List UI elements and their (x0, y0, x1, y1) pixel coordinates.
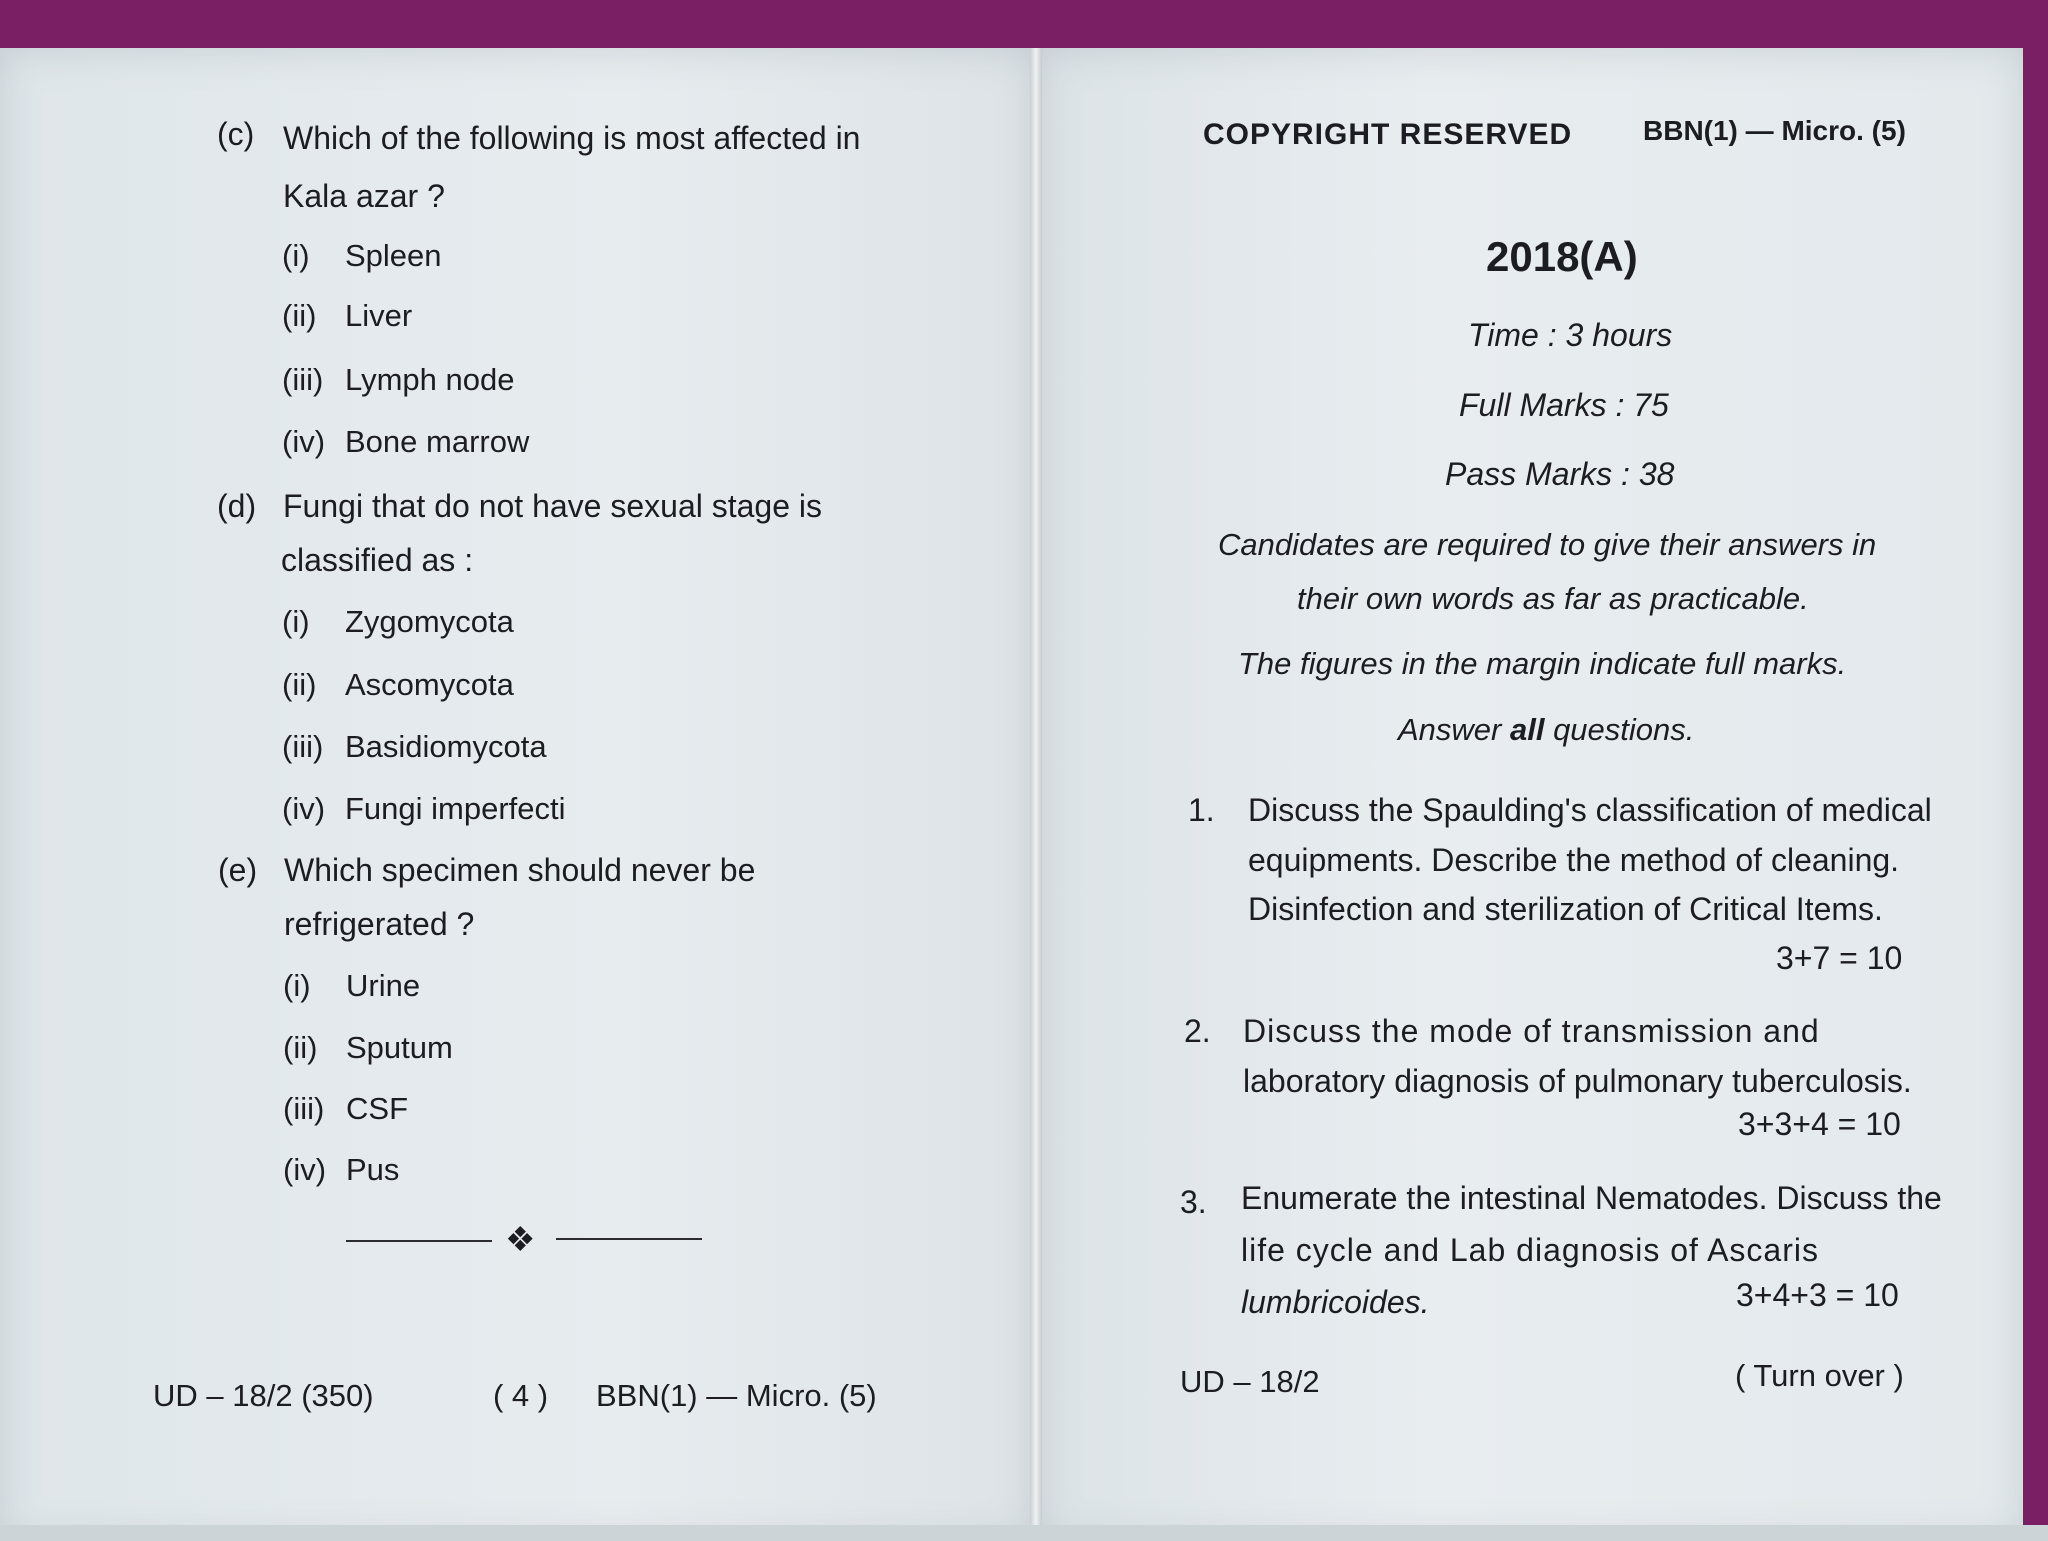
question-number: 2. (1184, 1013, 1211, 1049)
question-text: Discuss the mode of transmission and (1243, 1013, 1820, 1049)
divider-line (556, 1238, 702, 1240)
option-text: Liver (345, 298, 413, 333)
question-label: (c) (217, 116, 255, 152)
instructions: Candidates are required to give their answers in (1218, 527, 1877, 562)
table-edge (0, 1525, 2048, 1541)
question-text: Fungi that do not have sexual stage is (283, 488, 823, 524)
option-number: (i) (283, 968, 311, 1003)
question-marks: 3+3+4 = 10 (1738, 1106, 1901, 1142)
turn-over-note: ( Turn over ) (1735, 1358, 1904, 1393)
question-text: laboratory diagnosis of pulmonary tuberculosis. (1243, 1063, 1912, 1099)
end-mark-icon: ❖ (505, 1221, 536, 1259)
question-text: Discuss the Spaulding's classification of medical (1248, 792, 1932, 828)
question-text: Disinfection and sterilization of Critical Items. (1248, 891, 1883, 927)
question-text-italic: lumbricoides. (1241, 1284, 1430, 1320)
question-marks: 3+4+3 = 10 (1736, 1277, 1899, 1313)
question-text: classified as : (281, 542, 474, 578)
page-number: ( 4 ) (493, 1378, 549, 1413)
option-text: CSF (346, 1091, 408, 1126)
option-number: (iv) (282, 424, 326, 459)
question-text: refrigerated ? (284, 906, 475, 942)
option-number: (iv) (282, 791, 326, 826)
option-text: Ascomycota (345, 667, 514, 702)
footer-code: UD – 18/2 (1180, 1364, 1320, 1399)
instructions: their own words as far as practicable. (1297, 581, 1809, 616)
option-text: Urine (346, 968, 421, 1003)
option-number: (ii) (282, 298, 317, 333)
option-number: (i) (282, 604, 310, 639)
question-text: Kala azar ? (283, 178, 445, 214)
page-fold (1030, 48, 1042, 1541)
option-text: Sputum (346, 1030, 453, 1065)
option-text: Fungi imperfecti (345, 791, 566, 826)
option-number: (i) (282, 238, 310, 273)
question-number: 3. (1180, 1184, 1207, 1220)
pass-marks: Pass Marks : 38 (1445, 456, 1675, 492)
answer-instruction: Answer all questions. (1398, 712, 1695, 747)
copyright-notice: COPYRIGHT RESERVED (1203, 118, 1573, 151)
option-number: (ii) (283, 1030, 318, 1065)
time-allowed: Time : 3 hours (1468, 317, 1673, 353)
option-text: Lymph node (345, 362, 515, 397)
question-number: 1. (1188, 792, 1215, 828)
option-text: Spleen (345, 238, 442, 273)
exam-year: 2018(A) (1486, 233, 1638, 280)
option-number: (iii) (282, 729, 324, 764)
footer-code: UD – 18/2 (350) (153, 1378, 374, 1413)
option-text: Zygomycota (345, 604, 514, 639)
option-number: (ii) (282, 667, 317, 702)
question-text: equipments. Describe the method of cleaning. (1248, 842, 1900, 878)
option-number: (iv) (283, 1152, 327, 1187)
margin-note: The figures in the margin indicate full marks. (1238, 646, 1847, 681)
question-marks: 3+7 = 10 (1776, 940, 1903, 976)
question-text: Which of the following is most affected in (283, 120, 861, 156)
option-text: Basidiomycota (345, 729, 547, 764)
question-text: Enumerate the intestinal Nematodes. Discuss the (1241, 1180, 1942, 1216)
option-number: (iii) (282, 362, 324, 397)
option-text: Pus (346, 1152, 400, 1187)
option-number: (iii) (283, 1091, 325, 1126)
footer-paper-code: BBN(1) — Micro. (5) (596, 1378, 877, 1413)
full-marks: Full Marks : 75 (1459, 387, 1669, 423)
question-label: (d) (217, 488, 257, 524)
question-text: life cycle and Lab diagnosis of Ascaris (1241, 1232, 1819, 1268)
divider-line (346, 1240, 492, 1242)
question-text: Which specimen should never be (284, 852, 756, 888)
option-text: Bone marrow (345, 424, 530, 459)
question-label: (e) (218, 852, 258, 888)
paper-code: BBN(1) — Micro. (5) (1643, 115, 1906, 146)
